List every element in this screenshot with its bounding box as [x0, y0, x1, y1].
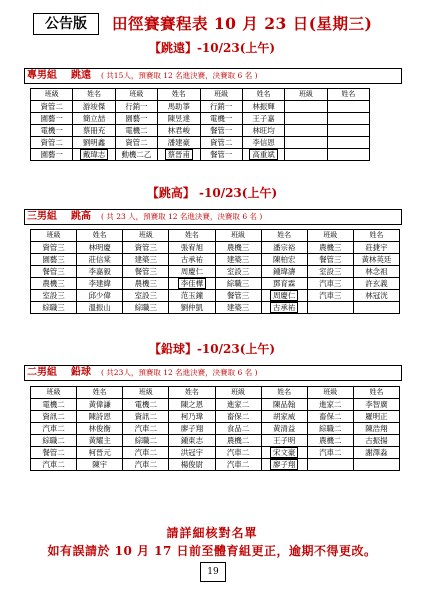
- group-label: 二男組: [27, 367, 57, 378]
- name-cell: [158, 149, 200, 161]
- roster-table-high-jump: [30, 229, 400, 314]
- class-cell: 室設三: [215, 266, 261, 278]
- name-cell: 廖子翔: [169, 423, 215, 435]
- table-row: [31, 302, 400, 314]
- class-cell: 資管二: [31, 101, 73, 113]
- section-bar-shot-put: [24, 365, 402, 381]
- table-row: [31, 149, 370, 161]
- class-cell: 園藝三: [31, 254, 77, 266]
- class-cell: 畜保二: [215, 411, 261, 423]
- name-cell: [327, 149, 369, 161]
- name-cell: 古振揚: [353, 435, 399, 447]
- column-header: 姓名: [169, 230, 215, 242]
- header: [22, 13, 406, 37]
- name-cell: [327, 125, 369, 137]
- name-cell: 簡立喆: [73, 113, 115, 125]
- column-header: 姓名: [77, 230, 123, 242]
- class-cell: 綜職二: [307, 423, 353, 435]
- class-cell: 園藝一: [115, 113, 157, 125]
- name-cell: 周慶仁: [169, 266, 215, 278]
- class-cell: 園藝一: [31, 149, 73, 161]
- class-cell: 餐管二: [31, 447, 77, 459]
- class-cell: 汽車三: [307, 278, 353, 290]
- class-cell: 進家二: [215, 399, 261, 411]
- class-cell: 室設三: [123, 290, 169, 302]
- name-cell: 蔡冊充: [73, 125, 115, 137]
- column-header: 姓名: [242, 89, 284, 101]
- column-header: 姓名: [77, 387, 123, 399]
- class-cell: [307, 459, 353, 471]
- name-cell: 范玉鐘: [169, 290, 215, 302]
- name-cell: 邱少偉: [77, 290, 123, 302]
- column-header: 姓名: [327, 89, 369, 101]
- class-cell: 綜職三: [123, 302, 169, 314]
- class-cell: 汽車二: [215, 447, 261, 459]
- table-row: [31, 459, 400, 471]
- column-header: 班級: [307, 230, 353, 242]
- boxed-value: 李佳樺: [178, 278, 207, 289]
- class-cell: 餐管一: [200, 125, 242, 137]
- class-cell: 資訊二: [31, 411, 77, 423]
- class-cell: [285, 113, 327, 125]
- class-cell: [285, 125, 327, 137]
- name-cell: [353, 302, 399, 314]
- class-cell: 行銷一: [115, 101, 157, 113]
- class-cell: 資管三: [123, 242, 169, 254]
- table-row: [31, 290, 400, 302]
- table-header-row: [31, 230, 400, 242]
- name-cell: 溫振山: [77, 302, 123, 314]
- class-cell: 園藝一: [31, 113, 73, 125]
- section-title-high-jump: 【跳高】 -10/23(上午): [146, 186, 278, 200]
- name-cell: 陳詩恩: [77, 411, 123, 423]
- name-cell: 謝澤淼: [353, 447, 399, 459]
- table-header-row: [31, 387, 400, 399]
- column-header: 班級: [285, 89, 327, 101]
- name-cell: 王子嘉: [242, 113, 284, 125]
- table-row: [31, 266, 400, 278]
- column-header: 班級: [200, 89, 242, 101]
- class-cell: 綜職二: [123, 435, 169, 447]
- name-cell: 許玄義: [353, 278, 399, 290]
- table-row: [31, 101, 370, 113]
- name-cell: 莊捷宇: [353, 242, 399, 254]
- name-cell: 林旺均: [242, 125, 284, 137]
- boxed-value: 古承祐: [270, 302, 299, 313]
- name-cell: 劉仲凱: [169, 302, 215, 314]
- table-row: [31, 399, 400, 411]
- notice-correction-deadline: 如有誤請於 10 月 17 日前至體育組更正，逾期不得更改。: [47, 544, 377, 558]
- table-row: [31, 242, 400, 254]
- class-cell: 汽車二: [215, 459, 261, 471]
- boxed-value: 周慶仁: [270, 290, 299, 301]
- class-cell: [307, 302, 353, 314]
- table-row: [31, 278, 400, 290]
- group-label: 三男組: [27, 211, 57, 222]
- column-header: 班級: [31, 230, 77, 242]
- column-header: 班級: [215, 230, 261, 242]
- class-cell: 電機二: [115, 125, 157, 137]
- name-cell: 陳之恩: [169, 399, 215, 411]
- column-header: 姓名: [158, 89, 200, 101]
- roster-table-long-jump: [30, 88, 370, 161]
- name-cell: 黃耀主: [77, 435, 123, 447]
- boxed-value: 廖子翔: [270, 459, 299, 470]
- class-cell: 汽車二: [123, 447, 169, 459]
- name-cell: 陳柏宏: [261, 254, 307, 266]
- name-cell: 林君峻: [158, 125, 200, 137]
- class-cell: 電機一: [31, 125, 73, 137]
- name-cell: 王子明: [261, 435, 307, 447]
- boxed-value: 宋文豪: [270, 447, 299, 458]
- class-cell: 室設三: [31, 290, 77, 302]
- name-cell: 柯乃瑋: [169, 411, 215, 423]
- class-cell: 建築三: [215, 254, 261, 266]
- bulletin-badge: 公告版: [33, 13, 99, 35]
- column-header: 班級: [123, 230, 169, 242]
- name-cell: 張宥旭: [169, 242, 215, 254]
- name-cell: 柯晉元: [77, 447, 123, 459]
- class-cell: 汽車二: [123, 459, 169, 471]
- table-row: [31, 411, 400, 423]
- class-cell: 畜保二: [307, 411, 353, 423]
- table-row: [31, 254, 400, 266]
- class-cell: 資訊二: [123, 411, 169, 423]
- name-cell: [261, 290, 307, 302]
- name-cell: 馬助箏: [158, 101, 200, 113]
- name-cell: 林念祖: [353, 266, 399, 278]
- column-header: 姓名: [261, 230, 307, 242]
- name-cell: [169, 278, 215, 290]
- page-title: 田徑賽賽程表 10 月 23 日(星期三): [112, 14, 373, 33]
- class-cell: 農機三: [215, 242, 261, 254]
- name-cell: [261, 302, 307, 314]
- class-cell: 農機三: [123, 278, 169, 290]
- name-cell: [261, 459, 307, 471]
- class-cell: 農機二: [215, 435, 261, 447]
- name-cell: [327, 137, 369, 149]
- name-cell: 黃清益: [261, 423, 307, 435]
- roster-table-shot-put: [30, 386, 400, 471]
- class-cell: 餐管三: [123, 266, 169, 278]
- class-cell: 綜職二: [31, 435, 77, 447]
- name-cell: 劉明鑫: [73, 137, 115, 149]
- class-cell: 餐管三: [307, 254, 353, 266]
- name-cell: 李嘉毅: [77, 266, 123, 278]
- table-row: [31, 113, 370, 125]
- table-row: [31, 137, 370, 149]
- name-cell: 李智廣: [353, 399, 399, 411]
- table-row: [31, 423, 400, 435]
- boxed-value: 蔡晉甫: [165, 149, 194, 160]
- event-note: ( 共15人，預賽取 12 名進決賽，決賽取 6 名 ): [101, 71, 258, 80]
- class-cell: 資管三: [31, 242, 77, 254]
- name-cell: 陳宇: [77, 459, 123, 471]
- class-cell: 餐管三: [215, 290, 261, 302]
- name-cell: 陳品翰: [261, 399, 307, 411]
- column-header: 班級: [115, 89, 157, 101]
- name-cell: [242, 149, 284, 161]
- class-cell: 建築三: [123, 254, 169, 266]
- class-cell: [285, 137, 327, 149]
- column-header: 姓名: [261, 387, 307, 399]
- class-cell: 農機三: [31, 278, 77, 290]
- event-label: 跳高: [71, 211, 91, 222]
- column-header: 班級: [123, 387, 169, 399]
- name-cell: 洪冠宇: [169, 447, 215, 459]
- class-cell: 動機二乙: [115, 149, 157, 161]
- boxed-value: 高重斌: [249, 149, 278, 160]
- table-row: [31, 447, 400, 459]
- section-title-long-jump: 【跳遠】-10/23(上午): [148, 41, 276, 55]
- event-label: 跳遠: [71, 70, 91, 81]
- name-cell: 莊信棠: [77, 254, 123, 266]
- section-bar-high-jump: [24, 209, 402, 225]
- name-cell: 鄧育霖: [261, 278, 307, 290]
- name-cell: 潘建豪: [158, 137, 200, 149]
- name-cell: 游竣傑: [73, 101, 115, 113]
- name-cell: 林冠洸: [353, 290, 399, 302]
- class-cell: 電機一: [200, 113, 242, 125]
- class-cell: 電機二: [31, 399, 77, 411]
- class-cell: 行銷一: [200, 101, 242, 113]
- name-cell: [261, 447, 307, 459]
- column-header: 班級: [307, 387, 353, 399]
- notice-check-list: 請詳細核對名單: [166, 526, 258, 540]
- class-cell: 農機二: [307, 435, 353, 447]
- class-cell: 汽車三: [307, 290, 353, 302]
- name-cell: [327, 113, 369, 125]
- column-header: 班級: [31, 387, 77, 399]
- table-row: [31, 435, 400, 447]
- name-cell: 胡家威: [261, 411, 307, 423]
- event-label: 鉛球: [71, 367, 91, 378]
- table-row: [31, 125, 370, 137]
- name-cell: 羅明正: [353, 411, 399, 423]
- name-cell: 潘宗裕: [261, 242, 307, 254]
- name-cell: 楊俊尉: [169, 459, 215, 471]
- class-cell: [285, 101, 327, 113]
- class-cell: 綜職三: [215, 278, 261, 290]
- name-cell: 林俊衡: [77, 423, 123, 435]
- name-cell: [353, 459, 399, 471]
- class-cell: 汽車二: [31, 423, 77, 435]
- name-cell: 黃偉謙: [77, 399, 123, 411]
- name-cell: 鍾瑋濤: [261, 266, 307, 278]
- section-title-shot-put: 【鉛球】-10/23(上午): [148, 342, 276, 356]
- class-cell: 汽車二: [123, 423, 169, 435]
- name-cell: 黃林英廷: [353, 254, 399, 266]
- group-label: 專男組: [27, 70, 57, 81]
- class-cell: 食品二: [215, 423, 261, 435]
- column-header: 姓名: [169, 387, 215, 399]
- class-cell: 資管二: [31, 137, 73, 149]
- column-header: 姓名: [353, 230, 399, 242]
- name-cell: [327, 101, 369, 113]
- column-header: 姓名: [353, 387, 399, 399]
- name-cell: 古承祐: [169, 254, 215, 266]
- class-cell: 汽車二: [31, 459, 77, 471]
- class-cell: 綜職三: [31, 302, 77, 314]
- event-note: ( 共 23 人，預賽取 12 名進決賽，決賽取 6 名 ): [101, 212, 263, 221]
- class-cell: 資管二: [200, 137, 242, 149]
- event-note: ( 共23人，預賽取 12 名進決賽，決賽取 6 名 ): [101, 368, 258, 377]
- class-cell: 餐管三: [31, 266, 77, 278]
- boxed-value: 戴瑋志: [80, 149, 109, 160]
- name-cell: 林明慶: [77, 242, 123, 254]
- class-cell: [285, 149, 327, 161]
- name-cell: 陳昱達: [158, 113, 200, 125]
- name-cell: 鍾東志: [169, 435, 215, 447]
- class-cell: 汽車二: [307, 447, 353, 459]
- name-cell: 林振輝: [242, 101, 284, 113]
- name-cell: 李信恩: [242, 137, 284, 149]
- class-cell: 室設三: [307, 266, 353, 278]
- class-cell: 農機三: [307, 242, 353, 254]
- page-number: 19: [200, 562, 226, 582]
- class-cell: 資管二: [115, 137, 157, 149]
- table-header-row: [31, 89, 370, 101]
- class-cell: 電機二: [123, 399, 169, 411]
- column-header: 班級: [31, 89, 73, 101]
- name-cell: [73, 149, 115, 161]
- class-cell: 餐管一: [200, 149, 242, 161]
- name-cell: 李建緯: [77, 278, 123, 290]
- section-bar-long-jump: [24, 68, 402, 84]
- column-header: 姓名: [73, 89, 115, 101]
- column-header: 班級: [215, 387, 261, 399]
- class-cell: 建築三: [215, 302, 261, 314]
- class-cell: 進家二: [307, 399, 353, 411]
- name-cell: 陳浩翔: [353, 423, 399, 435]
